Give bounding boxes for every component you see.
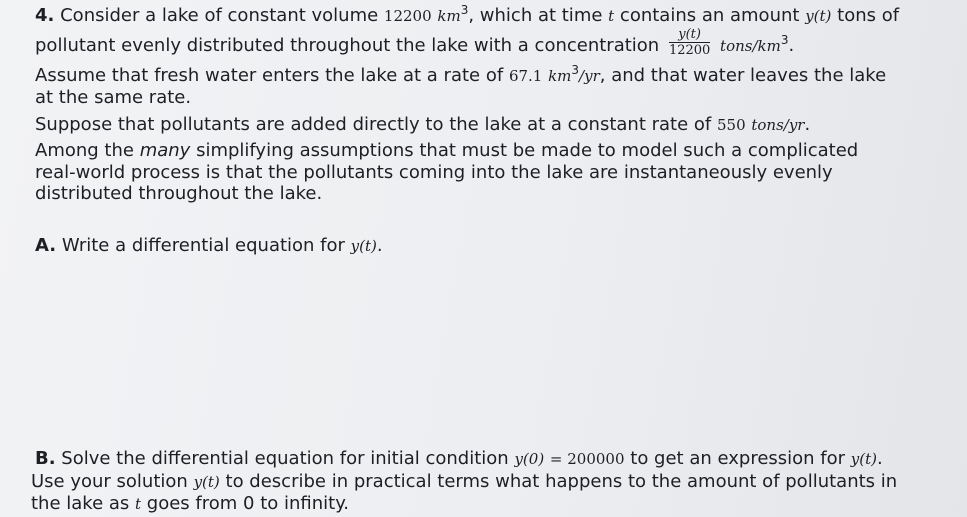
problem-text: Suppose that pollutants are added directly to the lake at a constant rate of xyxy=(35,114,712,135)
fraction-denominator: 12200 xyxy=(668,43,711,58)
part-b-text: to infinity. xyxy=(260,493,350,514)
problem-text: . xyxy=(804,114,811,135)
concentration-exponent: 3 xyxy=(780,33,789,47)
part-b-line-2 xyxy=(31,471,897,493)
emphasis-text: many xyxy=(139,140,191,161)
fraction-numerator: y(t) xyxy=(669,28,710,43)
problem-text: distributed throughout the lake. xyxy=(35,183,323,204)
part-b-time-variable: t xyxy=(135,495,142,513)
part-a-variable: y(t) xyxy=(350,237,377,255)
part-b-text: the lake as xyxy=(31,493,130,514)
problem-text: contains an amount xyxy=(619,5,800,26)
variable-t: t xyxy=(608,7,615,25)
problem-line-4 xyxy=(35,87,191,109)
problem-text: real-world process is that the pollutants coming into the lake are instantaneously evenly xyxy=(35,162,833,183)
problem-text: , and that water leaves the lake xyxy=(599,65,887,86)
volume-value: 12200 xyxy=(383,7,432,25)
concentration-unit: tons/km xyxy=(720,37,781,55)
problem-number: 4. xyxy=(35,5,55,26)
problem-line-6 xyxy=(35,140,858,162)
part-b-end: . xyxy=(877,448,883,469)
variable-y-of-t: y(t) xyxy=(805,7,832,25)
volume-unit: km xyxy=(437,7,461,25)
part-b-text: to describe in practical terms what happens to the amount of pollutants in xyxy=(225,471,898,492)
problem-line-2 xyxy=(35,27,795,61)
volume-exponent: 3 xyxy=(460,3,469,17)
initial-condition: y(0) xyxy=(514,450,545,468)
inflow-unit-tail: /yr xyxy=(579,67,600,85)
inflow-unit: km xyxy=(548,67,572,85)
problem-text: . xyxy=(788,35,795,56)
part-b-text: Solve the differential equation for initial condition xyxy=(61,448,509,469)
problem-text: Among the xyxy=(35,140,134,161)
inflow-exponent: 3 xyxy=(571,63,580,77)
part-a-line xyxy=(35,235,383,257)
part-b-text: to get an expression for xyxy=(630,448,846,469)
problem-line-7 xyxy=(35,162,833,184)
concentration-fraction xyxy=(669,28,710,58)
problem-text: tons of xyxy=(837,5,900,26)
part-b-text: goes from xyxy=(146,493,238,514)
problem-line-1 xyxy=(35,5,899,27)
pollutant-unit: tons/yr xyxy=(751,116,805,134)
part-b-solution-variable: y(t) xyxy=(193,473,220,491)
problem-text: , which at time xyxy=(468,5,603,26)
problem-text: Assume that fresh water enters the lake at a rate of xyxy=(35,65,504,86)
inflow-value: 67.1 xyxy=(508,67,543,85)
part-b-variable: y(t) xyxy=(850,450,878,468)
problem-line-5 xyxy=(35,114,810,136)
initial-condition-value: = 200000 xyxy=(549,450,625,468)
part-b-line-1 xyxy=(35,448,883,470)
problem-text: pollutant evenly distributed throughout the lake with a concentration xyxy=(35,35,660,56)
part-a-label: A. xyxy=(35,235,57,256)
problem-line-3 xyxy=(35,65,886,87)
part-a-text: Write a differential equation for xyxy=(61,235,345,256)
part-b-text: Use your solution xyxy=(31,471,188,492)
problem-text: Consider a lake of constant volume xyxy=(60,5,379,26)
part-b-from-value: 0 xyxy=(243,493,255,514)
part-b-label: B. xyxy=(35,448,56,469)
problem-text: simplifying assumptions that must be made to model such a complicated xyxy=(196,140,859,161)
part-a-end: . xyxy=(376,235,383,256)
problem-text: at the same rate. xyxy=(35,87,192,108)
pollutant-rate: 550 xyxy=(716,116,746,134)
problem-line-8 xyxy=(35,183,322,205)
part-b-line-3 xyxy=(31,493,349,515)
